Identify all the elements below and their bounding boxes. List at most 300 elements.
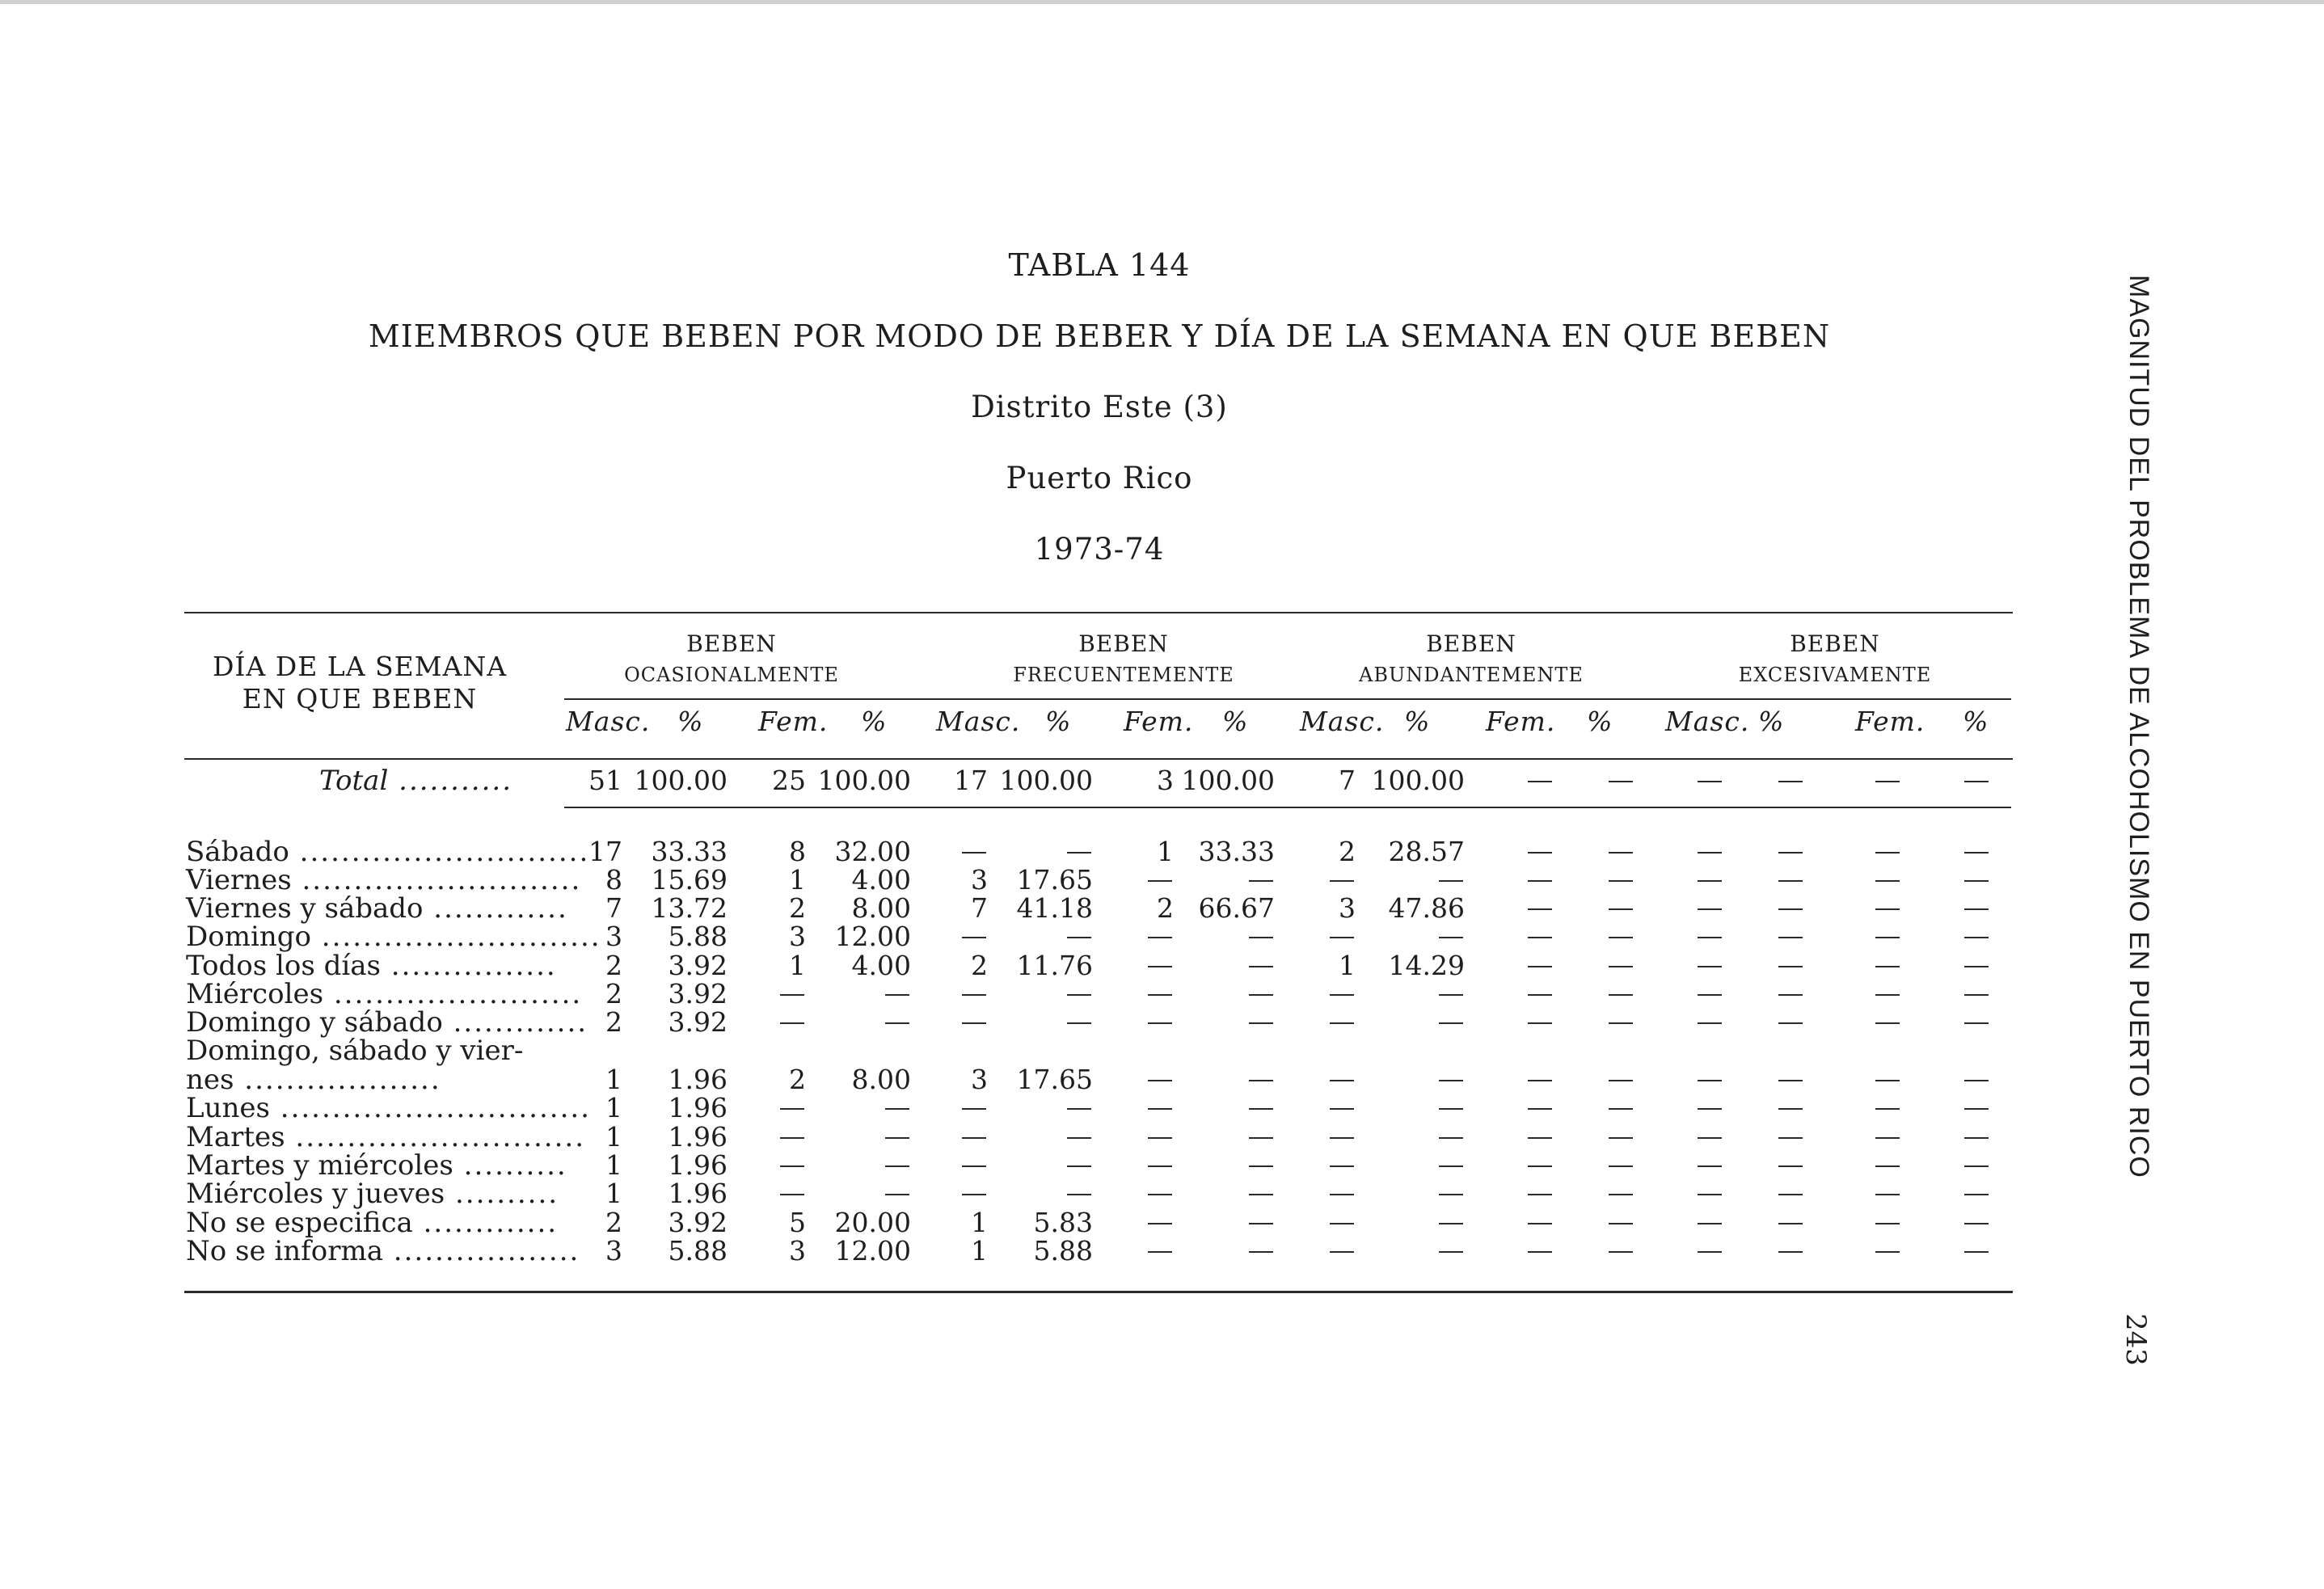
empty-cell-dash (1778, 937, 1803, 938)
leader-dots: .................. (383, 1235, 580, 1267)
header-bottom-rule (184, 758, 2013, 760)
empty-cell-dash (1964, 937, 1989, 938)
empty-cell-dash (1698, 1251, 1722, 1253)
empty-cell-dash (1439, 1194, 1463, 1195)
empty-cell-dash (1609, 781, 1633, 782)
empty-cell-dash (1067, 1108, 1091, 1110)
empty-cell-dash (1609, 994, 1633, 996)
scan-top-edge (0, 0, 2324, 4)
row-label-text: Todos los días (186, 950, 381, 982)
empty-cell-dash (1609, 1223, 1633, 1224)
count-cell: 3 (789, 1235, 806, 1267)
empty-cell-dash (1964, 1194, 1989, 1195)
empty-cell-dash (1964, 1108, 1989, 1110)
column-subheader: Fem. (1855, 706, 1925, 737)
empty-cell-dash (1698, 1108, 1722, 1110)
empty-cell-dash (1067, 994, 1091, 996)
empty-cell-dash (1439, 937, 1463, 938)
percent-cell: 1.96 (668, 1092, 728, 1123)
column-subheader: Fem. (1124, 706, 1194, 737)
empty-cell-dash (1249, 1223, 1273, 1224)
empty-cell-dash (1528, 966, 1552, 967)
percent-cell: 32.00 (834, 836, 911, 867)
empty-cell-dash (1778, 1223, 1803, 1224)
empty-cell-dash (1875, 1022, 1900, 1024)
row-label-text: Miércoles (186, 978, 324, 1010)
empty-cell-dash (1528, 1223, 1552, 1224)
empty-cell-dash (1875, 1108, 1900, 1110)
period-subtitle: 1973-74 (1034, 532, 1165, 567)
empty-cell-dash (1249, 994, 1273, 996)
empty-cell-dash (885, 994, 909, 996)
empty-cell-dash (1778, 1022, 1803, 1024)
empty-cell-dash (1875, 908, 1900, 910)
empty-cell-dash (1778, 908, 1803, 910)
empty-cell-dash (1528, 1251, 1552, 1253)
empty-cell-dash (1778, 1251, 1803, 1253)
leader-dots: ........................ (323, 978, 583, 1010)
count-cell: 8 (789, 836, 806, 867)
leader-dots: ............................ (289, 836, 590, 868)
empty-cell-dash (1439, 1108, 1463, 1110)
empty-cell-dash (1609, 1165, 1633, 1167)
column-subheader: % (1758, 706, 1785, 737)
percent-cell: 100.00 (634, 765, 728, 796)
empty-cell-dash (1439, 1137, 1463, 1139)
empty-cell-dash (1698, 1137, 1722, 1139)
count-cell: 3 (971, 1064, 988, 1095)
count-cell: 1 (605, 1178, 622, 1209)
stub-header (186, 651, 534, 715)
column-subheader: Fem. (1486, 706, 1556, 737)
row-label-text: Total (319, 765, 389, 797)
empty-cell-dash (780, 1022, 804, 1024)
empty-cell-dash (1964, 852, 1989, 854)
percent-cell: 12.00 (834, 921, 911, 952)
empty-cell-dash (1528, 852, 1552, 854)
empty-cell-dash (1439, 1223, 1463, 1224)
empty-cell-dash (1249, 1080, 1273, 1081)
empty-cell-dash (1067, 1165, 1091, 1167)
empty-cell-dash (780, 1194, 804, 1195)
empty-cell-dash (1778, 1080, 1803, 1081)
empty-cell-dash (1698, 966, 1722, 967)
empty-cell-dash (1528, 1165, 1552, 1167)
table-bottom-rule (184, 1291, 2013, 1293)
group-line-1: BEBEN (1426, 630, 1516, 657)
percent-cell: 5.88 (1033, 1235, 1093, 1267)
empty-cell-dash (1609, 937, 1633, 938)
percent-cell: 33.33 (651, 836, 728, 867)
group-header-frecuentemente (913, 629, 1334, 690)
empty-cell-dash (1964, 1137, 1989, 1139)
empty-cell-dash (962, 1137, 986, 1139)
percent-cell: 3.92 (668, 1207, 728, 1238)
empty-cell-dash (1528, 908, 1552, 910)
row-label-text: Martes y miércoles (186, 1149, 453, 1182)
count-cell: 1 (789, 864, 806, 896)
count-cell: 25 (772, 765, 806, 796)
empty-cell-dash (1249, 1137, 1273, 1139)
column-subheader: % (1045, 706, 1072, 737)
empty-cell-dash (1148, 1251, 1172, 1253)
empty-cell-dash (1778, 781, 1803, 782)
empty-cell-dash (1148, 937, 1172, 938)
count-cell: 2 (1339, 836, 1356, 867)
group-line-2: FRECUENTEMENTE (1013, 664, 1234, 686)
empty-cell-dash (1148, 1223, 1172, 1224)
percent-cell: 13.72 (651, 892, 728, 924)
empty-cell-dash (1778, 852, 1803, 854)
percent-cell: 28.57 (1388, 836, 1465, 867)
empty-cell-dash (1249, 1108, 1273, 1110)
count-cell: 3 (789, 921, 806, 952)
group-line-1: BEBEN (1790, 630, 1880, 657)
empty-cell-dash (1528, 1137, 1552, 1139)
percent-cell: 14.29 (1388, 950, 1465, 981)
row-label-text: Viernes y sábado (186, 892, 424, 925)
empty-cell-dash (1875, 1137, 1900, 1139)
row-label-text: Viernes (186, 864, 292, 896)
empty-cell-dash (1698, 908, 1722, 910)
empty-cell-dash (1439, 1022, 1463, 1024)
empty-cell-dash (1778, 1137, 1803, 1139)
percent-cell: 17.65 (1016, 864, 1093, 896)
percent-cell: 11.76 (1016, 950, 1093, 981)
percent-cell: 15.69 (651, 864, 728, 896)
leader-dots: ........... (388, 765, 513, 797)
empty-cell-dash (1698, 937, 1722, 938)
empty-cell-dash (885, 1194, 909, 1195)
percent-cell: 3.92 (668, 978, 728, 1009)
empty-cell-dash (885, 1165, 909, 1167)
empty-cell-dash (1609, 880, 1633, 882)
percent-cell: 12.00 (834, 1235, 911, 1267)
empty-cell-dash (1698, 1080, 1722, 1081)
empty-cell-dash (1330, 1137, 1354, 1139)
empty-cell-dash (1528, 1108, 1552, 1110)
empty-cell-dash (1439, 1251, 1463, 1253)
empty-cell-dash (780, 1108, 804, 1110)
leader-dots: ................ (380, 950, 557, 982)
count-cell: 1 (605, 1064, 622, 1095)
empty-cell-dash (1964, 994, 1989, 996)
empty-cell-dash (1609, 1137, 1633, 1139)
row-label-text: Domingo (186, 921, 311, 953)
empty-cell-dash (1964, 1022, 1989, 1024)
empty-cell-dash (1067, 1137, 1091, 1139)
leader-dots: ............. (423, 892, 568, 925)
empty-cell-dash (1148, 1165, 1172, 1167)
place-subtitle: Puerto Rico (1006, 461, 1193, 495)
percent-cell: 33.33 (1198, 836, 1275, 867)
empty-cell-dash (1330, 1251, 1354, 1253)
empty-cell-dash (1964, 908, 1989, 910)
empty-cell-dash (1875, 1080, 1900, 1081)
empty-cell-dash (1528, 781, 1552, 782)
percent-cell: 8.00 (851, 1064, 911, 1095)
table-title: MIEMBROS QUE BEBEN POR MODO DE BEBER Y DÍA DE LA SEMANA EN QUE BEBEN (368, 318, 1831, 354)
column-subheader: % (1222, 706, 1249, 737)
column-subheader: % (1404, 706, 1431, 737)
empty-cell-dash (1609, 1194, 1633, 1195)
empty-cell-dash (962, 1022, 986, 1024)
row-label-text: nes (186, 1064, 234, 1096)
empty-cell-dash (1609, 852, 1633, 854)
count-cell: 3 (1339, 892, 1356, 924)
empty-cell-dash (1330, 994, 1354, 996)
empty-cell-dash (962, 1194, 986, 1195)
empty-cell-dash (1964, 1251, 1989, 1253)
empty-cell-dash (1875, 1194, 1900, 1195)
empty-cell-dash (1528, 1080, 1552, 1081)
empty-cell-dash (1330, 1223, 1354, 1224)
group-line-2: OCASIONALMENTE (624, 664, 839, 686)
running-header: MAGNITUD DEL PROBLEMA DE ALCOHOLISMO EN PUERTO RICO (2124, 275, 2154, 1178)
count-cell: 2 (971, 950, 988, 981)
row-label (186, 1036, 523, 1065)
group-header-abundantemente (1293, 629, 1649, 690)
percent-cell: 4.00 (851, 864, 911, 896)
count-cell: 2 (605, 1207, 622, 1238)
empty-cell-dash (1249, 880, 1273, 882)
empty-cell-dash (1528, 1022, 1552, 1024)
percent-cell: 47.86 (1388, 892, 1465, 924)
empty-cell-dash (1875, 937, 1900, 938)
empty-cell-dash (1439, 1080, 1463, 1081)
percent-cell: 17.65 (1016, 1064, 1093, 1095)
empty-cell-dash (1609, 1022, 1633, 1024)
count-cell: 5 (789, 1207, 806, 1238)
empty-cell-dash (1964, 880, 1989, 882)
count-cell: 3 (1157, 765, 1174, 796)
empty-cell-dash (1249, 1165, 1273, 1167)
total-bottom-rule (564, 807, 2011, 808)
empty-cell-dash (1528, 1194, 1552, 1195)
empty-cell-dash (1067, 1022, 1091, 1024)
empty-cell-dash (1698, 852, 1722, 854)
empty-cell-dash (1330, 1022, 1354, 1024)
empty-cell-dash (1964, 781, 1989, 782)
group-line-1: BEBEN (1078, 630, 1169, 657)
empty-cell-dash (1698, 1194, 1722, 1195)
group-header-rule (564, 698, 2011, 700)
count-cell: 1 (789, 950, 806, 981)
percent-cell: 1.96 (668, 1064, 728, 1095)
empty-cell-dash (1698, 994, 1722, 996)
empty-cell-dash (1249, 1022, 1273, 1024)
row-label-text: Miércoles y jueves (186, 1178, 445, 1210)
count-cell: 51 (588, 765, 622, 796)
empty-cell-dash (1778, 994, 1803, 996)
empty-cell-dash (1528, 880, 1552, 882)
group-header-ocasionalmente (566, 629, 897, 690)
leader-dots: ........................... (291, 864, 582, 896)
count-cell: 1 (605, 1121, 622, 1153)
empty-cell-dash (780, 994, 804, 996)
empty-cell-dash (885, 1108, 909, 1110)
empty-cell-dash (1439, 1165, 1463, 1167)
percent-cell: 1.96 (668, 1121, 728, 1153)
count-cell: 2 (789, 1064, 806, 1095)
table-number: TABLA 144 (1008, 247, 1191, 283)
empty-cell-dash (1067, 1194, 1091, 1195)
count-cell: 8 (605, 864, 622, 896)
empty-cell-dash (1249, 1194, 1273, 1195)
empty-cell-dash (962, 1165, 986, 1167)
empty-cell-dash (1698, 1165, 1722, 1167)
count-cell: 2 (789, 892, 806, 924)
total-label (319, 766, 512, 795)
count-cell: 1 (971, 1207, 988, 1238)
column-subheader: % (1587, 706, 1613, 737)
group-header-excesivamente (1665, 629, 2005, 690)
empty-cell-dash (780, 1137, 804, 1139)
empty-cell-dash (1148, 994, 1172, 996)
empty-cell-dash (1148, 1080, 1172, 1081)
percent-cell: 5.88 (668, 1235, 728, 1267)
row-label-text: Lunes (186, 1092, 270, 1124)
percent-cell: 100.00 (1181, 765, 1275, 796)
empty-cell-dash (780, 1165, 804, 1167)
empty-cell-dash (1964, 966, 1989, 967)
empty-cell-dash (1609, 1080, 1633, 1081)
row-label-text: Martes (186, 1121, 285, 1153)
empty-cell-dash (1964, 1165, 1989, 1167)
percent-cell: 4.00 (851, 950, 911, 981)
empty-cell-dash (1439, 880, 1463, 882)
group-line-1: BEBEN (686, 630, 777, 657)
count-cell: 2 (1157, 892, 1174, 924)
row-label-text: Domingo, sábado y vier- (186, 1035, 524, 1067)
empty-cell-dash (1778, 1194, 1803, 1195)
empty-cell-dash (1528, 994, 1552, 996)
count-cell: 7 (1339, 765, 1356, 796)
empty-cell-dash (1148, 1194, 1172, 1195)
count-cell: 1 (971, 1235, 988, 1267)
empty-cell-dash (1875, 852, 1900, 854)
count-cell: 17 (954, 765, 988, 796)
empty-cell-dash (1609, 1251, 1633, 1253)
count-cell: 1 (605, 1149, 622, 1181)
empty-cell-dash (1698, 781, 1722, 782)
table-top-rule (184, 612, 2013, 613)
empty-cell-dash (1698, 1223, 1722, 1224)
count-cell: 3 (605, 921, 622, 952)
stub-header-line-2: EN QUE BEBEN (242, 683, 478, 714)
empty-cell-dash (1875, 781, 1900, 782)
page-number: 243 (2119, 1313, 2152, 1366)
percent-cell: 100.00 (999, 765, 1093, 796)
group-line-2: ABUNDANTEMENTE (1359, 664, 1584, 686)
empty-cell-dash (1148, 880, 1172, 882)
count-cell: 3 (971, 864, 988, 896)
empty-cell-dash (1439, 994, 1463, 996)
percent-cell: 20.00 (834, 1207, 911, 1238)
leader-dots: ........................... (310, 921, 601, 953)
column-subheader: Masc. (1300, 706, 1385, 737)
empty-cell-dash (1875, 880, 1900, 882)
empty-cell-dash (1330, 1165, 1354, 1167)
empty-cell-dash (1698, 1022, 1722, 1024)
column-subheader: % (677, 706, 704, 737)
column-subheader: Masc. (566, 706, 651, 737)
column-subheader: % (861, 706, 888, 737)
count-cell: 7 (971, 892, 988, 924)
empty-cell-dash (1778, 966, 1803, 967)
row-label-text: No se especifica (186, 1207, 413, 1239)
column-subheader: Masc. (1665, 706, 1750, 737)
percent-cell: 1.96 (668, 1149, 728, 1181)
column-subheader: % (1963, 706, 1989, 737)
count-cell: 1 (1157, 836, 1174, 867)
count-cell: 1 (605, 1092, 622, 1123)
empty-cell-dash (962, 852, 986, 854)
empty-cell-dash (1148, 966, 1172, 967)
empty-cell-dash (1148, 1108, 1172, 1110)
leader-dots: ............. (412, 1207, 559, 1239)
empty-cell-dash (1330, 1194, 1354, 1195)
empty-cell-dash (1330, 1080, 1354, 1081)
leader-dots: ............. (442, 1006, 588, 1039)
empty-cell-dash (1778, 1165, 1803, 1167)
empty-cell-dash (1609, 966, 1633, 967)
percent-cell: 3.92 (668, 950, 728, 981)
row-label-text: Sábado (186, 836, 289, 868)
percent-cell: 5.83 (1033, 1207, 1093, 1238)
empty-cell-dash (1875, 966, 1900, 967)
empty-cell-dash (1330, 1108, 1354, 1110)
empty-cell-dash (1067, 937, 1091, 938)
empty-cell-dash (1330, 937, 1354, 938)
empty-cell-dash (962, 1108, 986, 1110)
count-cell: 2 (605, 978, 622, 1009)
percent-cell: 100.00 (817, 765, 911, 796)
percent-cell: 1.96 (668, 1178, 728, 1209)
empty-cell-dash (1964, 1080, 1989, 1081)
leader-dots: .............................. (269, 1092, 591, 1124)
group-line-2: EXCESIVAMENTE (1738, 664, 1932, 686)
empty-cell-dash (1875, 1251, 1900, 1253)
percent-cell: 5.88 (668, 921, 728, 952)
count-cell: 3 (605, 1235, 622, 1267)
empty-cell-dash (1148, 1137, 1172, 1139)
empty-cell-dash (885, 1022, 909, 1024)
empty-cell-dash (962, 994, 986, 996)
empty-cell-dash (1964, 1223, 1989, 1224)
empty-cell-dash (1875, 1223, 1900, 1224)
count-cell: 2 (605, 950, 622, 981)
empty-cell-dash (1778, 1108, 1803, 1110)
empty-cell-dash (1875, 994, 1900, 996)
percent-cell: 100.00 (1371, 765, 1465, 796)
empty-cell-dash (1875, 1165, 1900, 1167)
leader-dots: ............................ (285, 1121, 585, 1153)
stub-header-line-1: DÍA DE LA SEMANA (212, 651, 508, 682)
row-label-text: Domingo y sábado (186, 1006, 443, 1039)
column-subheader: Masc. (936, 706, 1021, 737)
percent-cell: 41.18 (1016, 892, 1093, 924)
column-subheader: Fem. (758, 706, 829, 737)
empty-cell-dash (1148, 1022, 1172, 1024)
percent-cell: 66.67 (1198, 892, 1275, 924)
empty-cell-dash (962, 937, 986, 938)
empty-cell-dash (1698, 880, 1722, 882)
count-cell: 7 (605, 892, 622, 924)
percent-cell: 8.00 (851, 892, 911, 924)
empty-cell-dash (885, 1137, 909, 1139)
percent-cell: 3.92 (668, 1006, 728, 1038)
